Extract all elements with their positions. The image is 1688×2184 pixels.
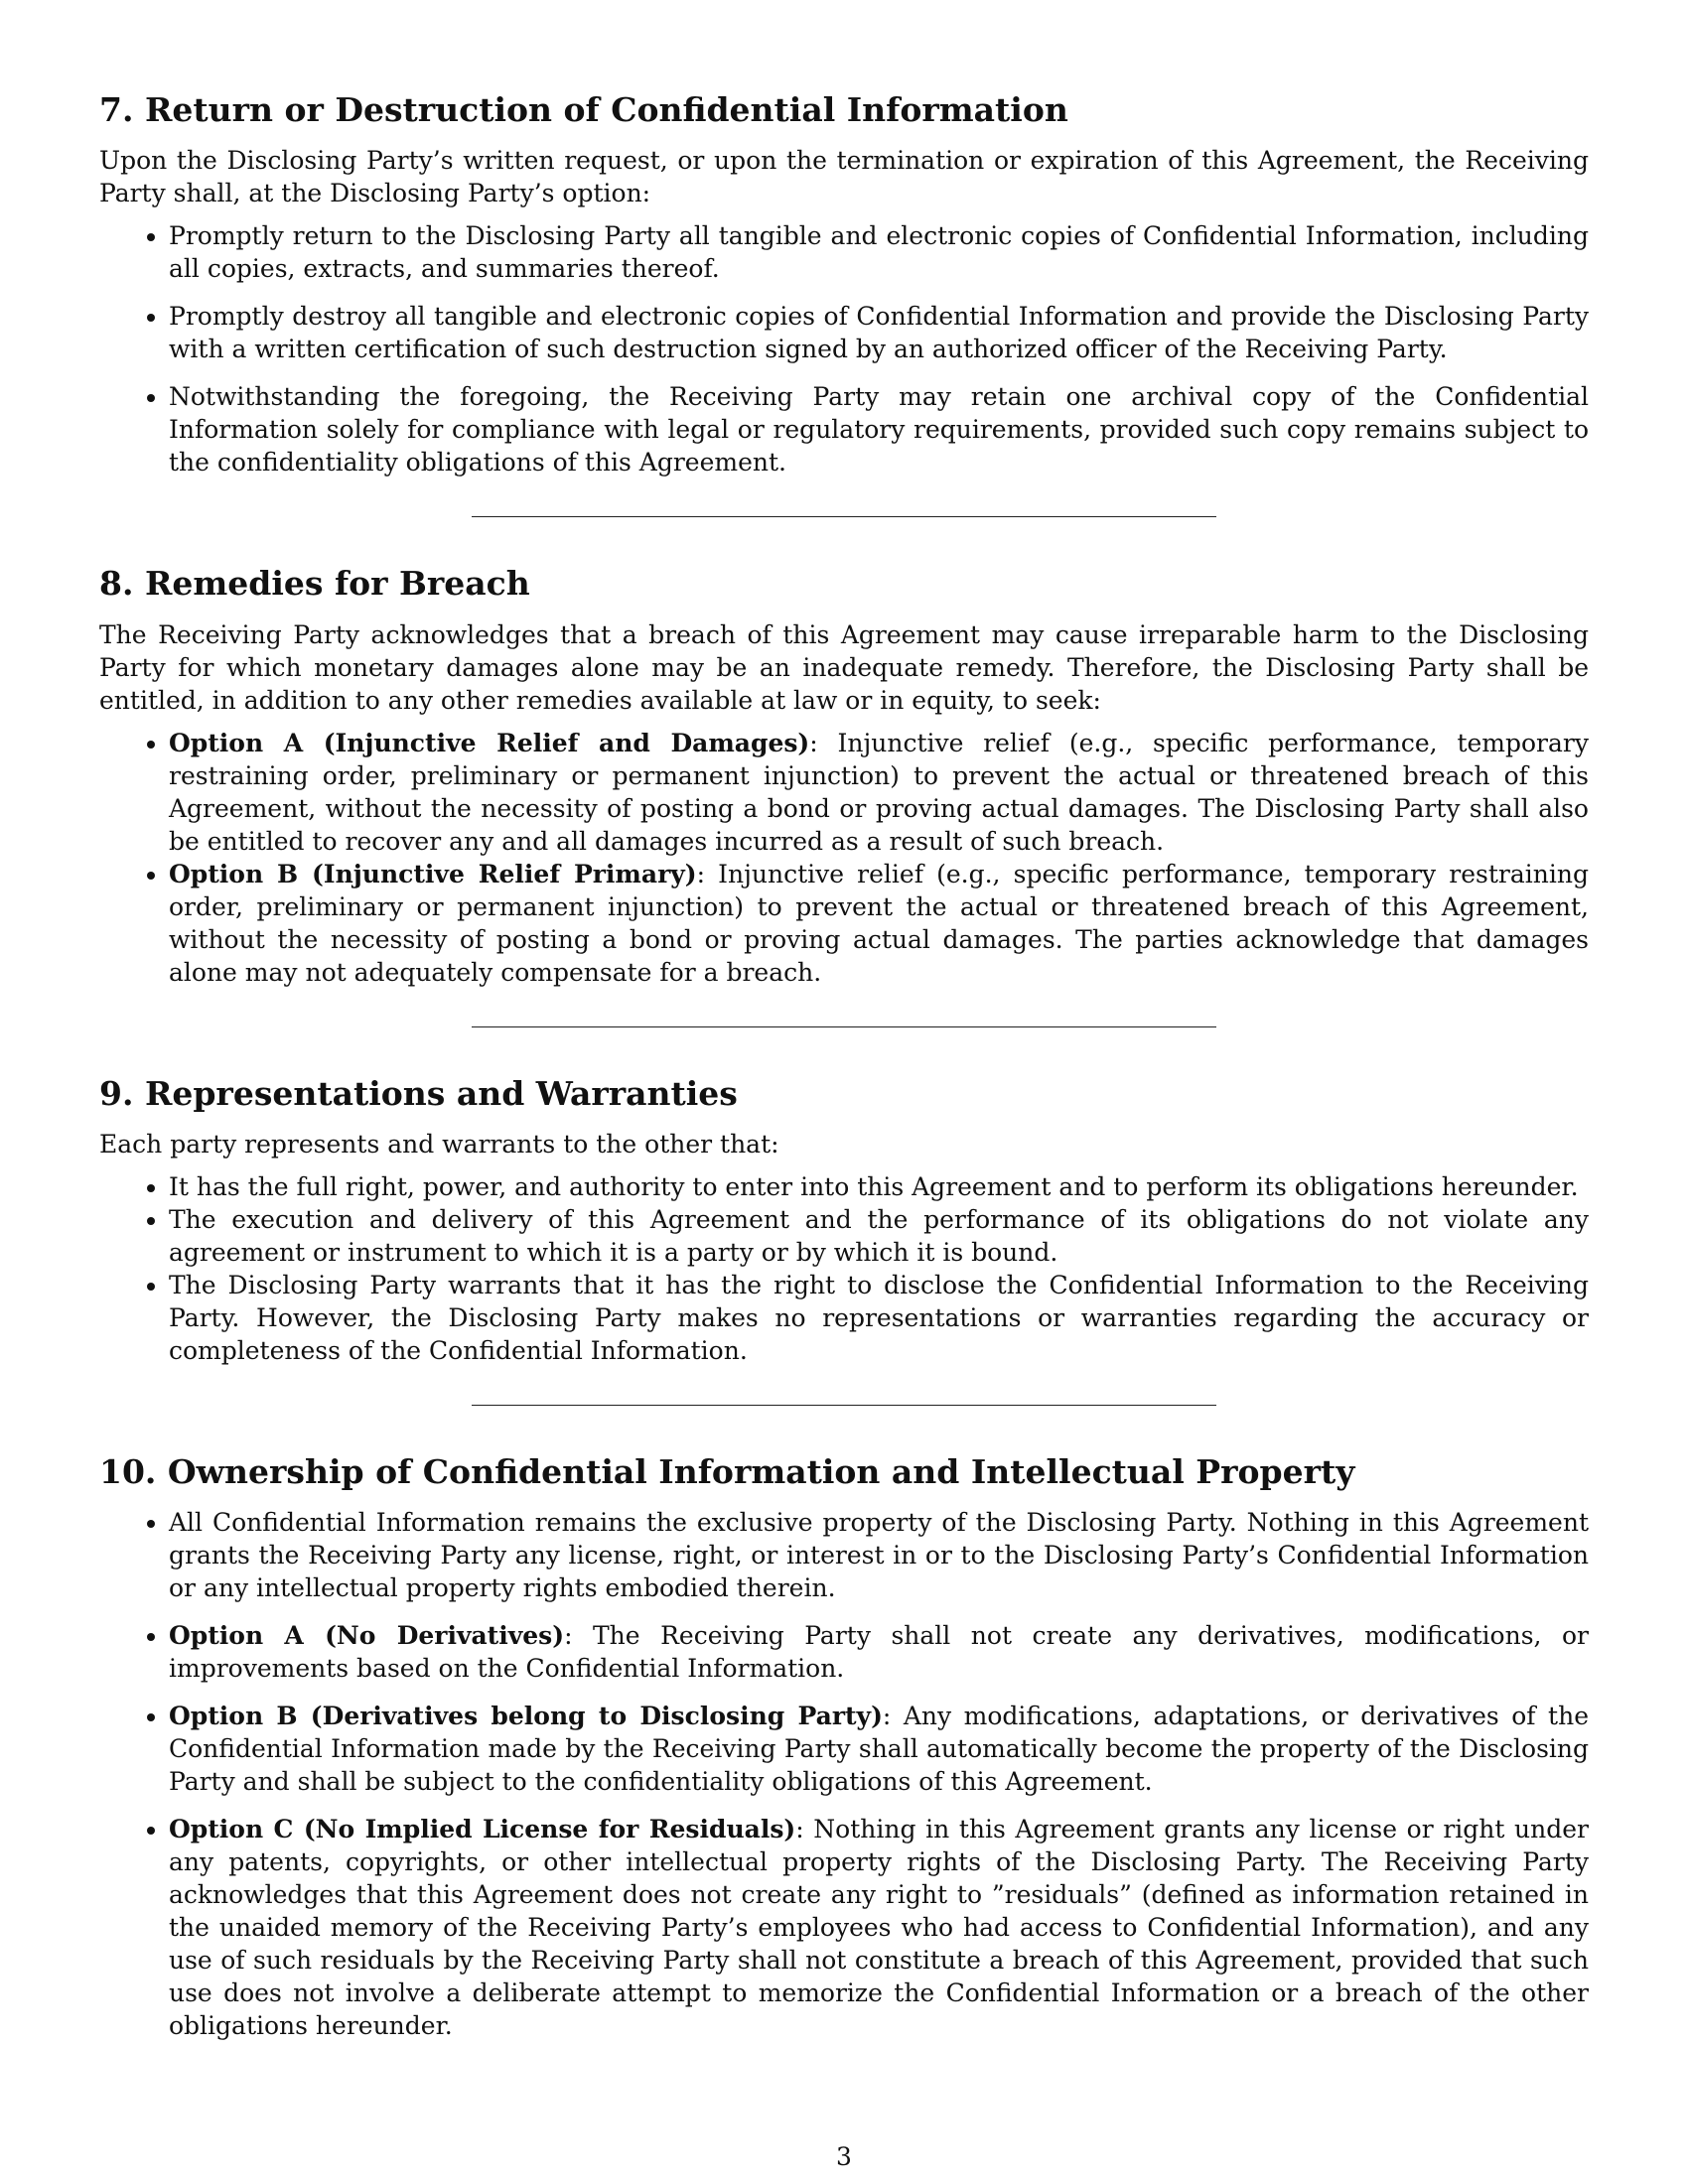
section-9 [99, 1073, 1589, 1367]
section-intro: The Receiving Party acknowledges that a breach of this Agreement may cause irreparable harm to the Disclosing Party for which monetary damages alone may be an inadequate remedy. Therefore, the Disclosing Party shall be entitled, in addition to any other remedies available at law or in equity, to seek: [99, 619, 1589, 715]
section-divider [472, 516, 1216, 517]
option-text: : The Receiving Party shall not create any derivatives, modifications, or improvements based on the Confidential Information. [169, 1621, 1589, 1683]
list-item [169, 1700, 1589, 1798]
list-item: • Notwithstanding the foregoing, the Receiving Party may retain one archival copy of the Confidential Information solely for compliance with legal or regulatory requirements, provided such copy remains subject to the confidentiality obligations of this Agreement. [169, 380, 1589, 478]
option-text: : Injunctive relief (e.g., specific performance, temporary restraining order, preliminary or permanent injunction) to prevent the actual or threatened breach of this Agreement, without the necessity of posting a bond or proving actual damages. The Disclosing Party shall also be entitled to recover any and all damages incurred as a result of such breach. [169, 728, 1589, 856]
option-text: : Injunctive relief (e.g., specific performance, temporary restraining order, preliminary or permanent injunction) to prevent the actual or threatened breach of this Agreement, without the necessity of posting a bond or proving actual damages. The parties acknowledge that damages alone may not adequately compensate for a breach. [169, 859, 1589, 987]
option-label: Option B (Injunctive Relief Primary) [169, 859, 697, 888]
bullet-list [99, 1170, 1589, 1367]
list-item [169, 1619, 1589, 1685]
option-label: Option A (No Derivatives) [169, 1621, 565, 1650]
list-item: • All Confidential Information remains the exclusive property of the Disclosing Party. Nothing in this Agreement grants the Receiving Party any license, right, or interest in or to the Disclosing Party’s Confidential Information or any intellectual property rights embodied therein. [169, 1506, 1589, 1604]
section-heading: 7. Return or Destruction of Confidential Information [99, 90, 1068, 129]
document-page [99, 89, 1589, 2042]
section-8 [99, 563, 1589, 988]
page-number: 3 [836, 2142, 852, 2171]
section-heading: 9. Representations and Warranties [99, 1073, 738, 1113]
list-item: • Promptly return to the Disclosing Party all tangible and electronic copies of Confidential Information, including all copies, extracts, and summaries thereof. [169, 219, 1589, 285]
section-7 [99, 89, 1589, 478]
list-item [169, 858, 1589, 989]
list-item: • It has the full right, power, and authority to enter into this Agreement and to perform its obligations hereunder. [169, 1170, 1589, 1203]
list-item [169, 727, 1589, 858]
bullet-list [99, 219, 1589, 478]
section-divider [472, 1405, 1216, 1406]
list-item [169, 1813, 1589, 2042]
option-label: Option C (No Implied License for Residuals) [169, 1815, 796, 1843]
bullet-list [99, 1506, 1589, 2042]
list-item: • The Disclosing Party warrants that it has the right to disclose the Confidential Information to the Receiving Party. However, the Disclosing Party makes no representations or warranties regarding the accuracy or completeness of the Confidential Information. [169, 1269, 1589, 1367]
list-item: • Promptly destroy all tangible and electronic copies of Confidential Information and provide the Disclosing Party with a written certification of such destruction signed by an authorized officer of the Receiving Party. [169, 300, 1589, 365]
option-text: : Any modifications, adaptations, or derivatives of the Confidential Information made by the Receiving Party shall automatically become the property of the Disclosing Party and shall be subject to the confidentiality obligations of this Agreement. [169, 1702, 1590, 1796]
section-divider [472, 1026, 1216, 1027]
option-label: Option B (Derivatives belong to Disclosing Party) [169, 1702, 883, 1730]
section-heading: 10. Ownership of Confidential Information and Intellectual Property [99, 1451, 1355, 1491]
section-intro: Upon the Disclosing Party’s written request, or upon the termination or expiration of this Agreement, the Receiving Party shall, at the Disclosing Party’s option: [99, 146, 1589, 208]
bullet-list [99, 727, 1589, 989]
option-text: : Nothing in this Agreement grants any license or right under any patents, copyrights, or other intellectual property rights of the Disclosing Party. The Receiving Party acknowledges that this Agreement does not create any right to ”residuals” (defined as information retained in the unaided memory of the Receiving Party’s employees who had access to Confidential Information), and any use of such residuals by the Receiving Party shall not constitute a breach of this Agreement, provided that such use does not involve a deliberate attempt to memorize the Confidential Information or a breach of the other obligations hereunder. [169, 1815, 1589, 2040]
section-intro: Each party represents and warrants to the other that: [99, 1129, 779, 1159]
option-label: Option A (Injunctive Relief and Damages) [169, 728, 810, 757]
list-item: • The execution and delivery of this Agreement and the performance of its obligations do not violate any agreement or instrument to which it is a party or by which it is bound. [169, 1203, 1589, 1269]
section-heading: 8. Remedies for Breach [99, 564, 530, 604]
section-10 [99, 1451, 1589, 2042]
